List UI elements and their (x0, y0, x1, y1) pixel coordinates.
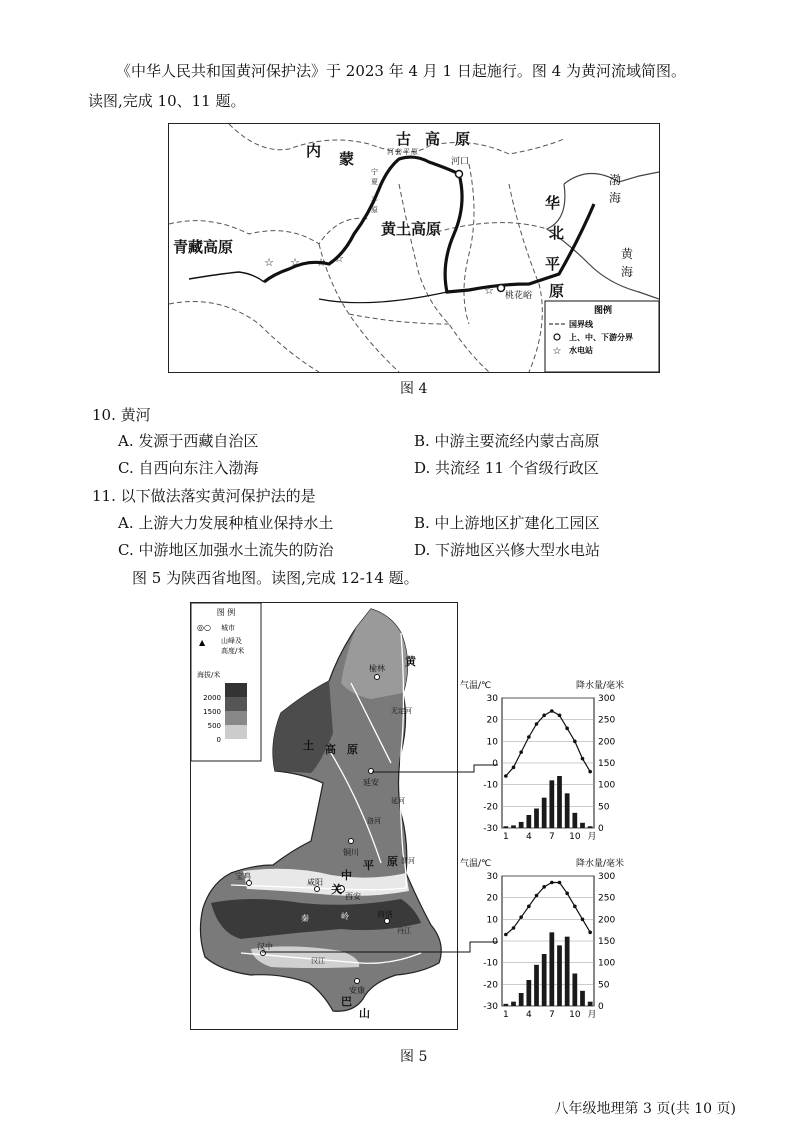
legend5-title: 图 例 (216, 608, 236, 617)
temp-point (535, 722, 539, 726)
temp-point (512, 926, 516, 930)
svg-text:☆: ☆ (290, 256, 300, 269)
q10-option-a[interactable]: A. 发源于西藏自治区 (118, 432, 259, 450)
q10-option-d[interactable]: D. 共流经 11 个省级行政区 (414, 459, 599, 477)
map4-caption: 图 4 (400, 381, 428, 397)
legend-station: 水电站 (569, 346, 593, 355)
legend5-peak: 山峰及 (221, 637, 242, 645)
precip-bar (588, 1002, 593, 1006)
temp-tick-label: 0 (492, 937, 498, 947)
river-wuding: 无定河 (391, 707, 412, 715)
precip-tick-label: 50 (598, 980, 610, 991)
temp-tick-label: 10 (486, 915, 498, 926)
q10-option-b[interactable]: B. 中游主要流经内蒙古高原 (414, 432, 600, 450)
legend5-peak2: 高度/米 (221, 647, 245, 655)
label-huangtu: 黄土高原 (381, 220, 442, 238)
temp-point (527, 905, 531, 909)
temp-line (506, 883, 590, 935)
precip-bar (526, 980, 531, 1006)
region-ba: 巴 (341, 995, 352, 1008)
precip-bar (572, 974, 577, 1007)
temp-point (542, 885, 546, 889)
precip-bar (511, 1002, 516, 1006)
label-huabei-4: 原 (549, 282, 565, 300)
temp-point (588, 770, 592, 774)
q11-option-b[interactable]: B. 中上游地区扩建化工园区 (414, 514, 600, 532)
label-ningxia-4: 原 (371, 206, 378, 214)
legend5-level-2000: 2000 (203, 694, 221, 702)
intro-line-1: 《中华人民共和国黄河保护法》于 2023 年 4 月 1 日起施行。图 4 为黄河流域简图。 (116, 62, 686, 80)
q10-stem: 10. 黄河 (92, 406, 151, 424)
temp-tick-label: 0 (492, 759, 498, 769)
temp-point (504, 933, 508, 937)
label-huanghai-2: 海 (621, 265, 634, 279)
legend5-peak-icon: ▲ (199, 638, 206, 647)
precip-tick-label: 200 (598, 737, 616, 748)
month-tick-label: 1 (502, 832, 509, 842)
precip-bar (503, 826, 508, 828)
precip-tick-label: 200 (598, 915, 616, 926)
label-neimeng-5: 原 (455, 130, 471, 148)
temp-tick-label: -30 (483, 824, 498, 834)
month-tick-label: 10 (569, 1010, 581, 1020)
temp-tick-label: 20 (486, 715, 498, 726)
label-hetao-2: 套 (395, 148, 402, 156)
label-hekou: 河口 (451, 157, 470, 167)
label-neimeng-3: 古 (396, 130, 412, 148)
precip-tick-label: 300 (598, 694, 616, 704)
label-huabei-3: 平 (545, 255, 561, 273)
precip-bar (542, 798, 547, 828)
temp-point (565, 892, 569, 896)
precip-bar (557, 776, 562, 828)
climate-chart-ankang (456, 852, 626, 1030)
precip-bar (542, 954, 547, 1006)
label-huanghai-1: 黄 (621, 247, 634, 261)
temp-point (519, 750, 523, 754)
axis-title-temp: 气温/℃ (460, 681, 492, 691)
precip-bar (549, 932, 554, 1006)
region-yuan: 原 (387, 855, 398, 868)
temp-point (573, 905, 577, 909)
svg-text:☆: ☆ (334, 252, 344, 265)
city-tongchuan: 铜川 (343, 848, 359, 857)
legend5-elev: 海拔/米 (197, 671, 221, 679)
temp-tick-label: 10 (486, 737, 498, 748)
precip-tick-label: 0 (598, 1002, 604, 1012)
month-tick-label: 10 (569, 832, 581, 842)
temp-tick-label: 20 (486, 893, 498, 904)
legend5-level-500: 500 (207, 722, 221, 730)
precip-tick-label: 50 (598, 802, 610, 813)
precip-tick-label: 250 (598, 893, 616, 904)
precip-bar (565, 793, 570, 828)
axis-title-precip: 降水量/毫米 (576, 859, 625, 869)
temp-line (506, 711, 590, 776)
region-ling: 岭 (341, 912, 349, 921)
region-ping: 平 (363, 859, 374, 872)
region-loess-4: 原 (347, 743, 358, 756)
legend5-level-0: 0 (216, 736, 221, 744)
q10-option-c[interactable]: C. 自西向东注入渤海 (118, 459, 259, 477)
precip-bar (588, 826, 593, 828)
precip-bar (565, 937, 570, 1006)
q11-option-d[interactable]: D. 下游地区兴修大型水电站 (414, 541, 601, 559)
city-yulin: 榆林 (369, 664, 385, 673)
river-wei: 渭河 (401, 857, 415, 865)
precip-tick-label: 100 (598, 958, 616, 969)
river-han: 汉江 (311, 957, 325, 965)
label-hetao-1: 河 (387, 148, 394, 156)
temp-point (558, 714, 562, 718)
label-neimeng-4: 高 (425, 130, 441, 148)
precip-bar (534, 809, 539, 829)
precip-tick-label: 0 (598, 824, 604, 834)
precip-tick-label: 300 (598, 872, 616, 882)
month-tick-label: 4 (525, 832, 532, 842)
precip-bar (534, 965, 539, 1006)
month-axis-label: 月 (587, 832, 597, 842)
svg-text:☆: ☆ (484, 284, 494, 297)
precip-bar (503, 1004, 508, 1006)
label-hetao-4: 原 (411, 148, 418, 156)
label-bohai-1: 渤 (609, 173, 622, 187)
precip-bar (549, 780, 554, 828)
legend5-city: 城市 (221, 624, 235, 632)
month-tick-label: 7 (548, 1010, 555, 1020)
label-taohuayu: 桃花峪 (505, 291, 533, 301)
legend-division: 上、中、下游分界 (569, 333, 633, 342)
temp-tick-label: -20 (483, 980, 498, 991)
city-baoji: 宝鸡 (235, 872, 251, 881)
city-xian: 西安 (345, 892, 361, 901)
precip-bar (519, 822, 524, 828)
temp-point (573, 740, 577, 744)
region-loess-2: 土 (303, 739, 314, 752)
axis-title-temp: 气温/℃ (460, 859, 492, 869)
temp-point (512, 766, 516, 770)
temp-point (542, 714, 546, 718)
river-dan: 丹江 (397, 927, 411, 935)
month-axis-label: 月 (587, 1010, 597, 1020)
label-neimeng-1: 内 (306, 142, 322, 160)
precip-tick-label: 150 (598, 759, 616, 769)
precip-bar (580, 823, 585, 828)
city-ankang: 安康 (349, 986, 365, 995)
q11-option-c[interactable]: C. 中游地区加强水土流失的防治 (118, 541, 334, 559)
temp-point (550, 709, 554, 713)
temp-point (535, 894, 539, 898)
temp-tick-label: 30 (486, 872, 498, 882)
map5-caption: 图 5 (400, 1049, 428, 1065)
label-ningxia-2: 夏 (371, 178, 378, 186)
temp-tick-label: 30 (486, 694, 498, 704)
temp-point (527, 735, 531, 739)
precip-bar (511, 825, 516, 828)
legend-title: 图例 (593, 306, 613, 316)
label-neimeng-2: 蒙 (339, 150, 355, 168)
precip-bar (572, 813, 577, 828)
q11-option-a[interactable]: A. 上游大力发展种植业保持水土 (118, 514, 334, 532)
city-yanan: 延安 (363, 778, 379, 787)
temp-point (581, 757, 585, 761)
label-huabei-1: 华 (545, 194, 561, 212)
label-bohai-2: 海 (609, 191, 622, 205)
temp-point (504, 774, 508, 778)
temp-point (550, 881, 554, 885)
precip-bar (526, 815, 531, 828)
precip-bar (580, 991, 585, 1006)
precip-tick-label: 250 (598, 715, 616, 726)
legend5-level-1500: 1500 (203, 708, 221, 716)
city-hanzhong: 汉中 (257, 942, 273, 951)
precip-tick-label: 150 (598, 937, 616, 947)
precip-bar (519, 993, 524, 1006)
legend-border: 国界线 (569, 320, 593, 329)
temp-tick-label: -10 (483, 780, 498, 791)
svg-text:☆: ☆ (316, 256, 326, 269)
month-tick-label: 7 (548, 832, 555, 842)
axis-title-precip: 降水量/毫米 (576, 681, 625, 691)
region-shan: 山 (359, 1007, 370, 1020)
legend-star-icon: ☆ (552, 346, 562, 357)
river-luo: 洛河 (367, 817, 381, 825)
city-xianyang: 咸阳 (307, 878, 323, 887)
intro-2: 图 5 为陕西省地图。读图,完成 12-14 题。 (132, 569, 419, 587)
temp-point (519, 915, 523, 919)
region-zhong: 中 (341, 869, 352, 882)
label-hetao-3: 平 (403, 148, 410, 156)
temp-point (565, 727, 569, 731)
svg-text:☆: ☆ (264, 256, 274, 269)
month-tick-label: 1 (502, 1010, 509, 1020)
region-guan: 关 (331, 883, 342, 896)
region-loess-3: 高 (325, 743, 336, 756)
temp-tick-label: -10 (483, 958, 498, 969)
intro-line-2: 读图,完成 10、11 题。 (88, 92, 246, 110)
label-ningxia-3: 平 (371, 196, 378, 204)
precip-bar (557, 945, 562, 1006)
temp-tick-label: -30 (483, 1002, 498, 1012)
legend5-city-icon: ◎○ (197, 623, 211, 632)
city-shangluo: 商洛 (377, 910, 393, 919)
climate-chart-yanan (456, 676, 626, 844)
label-ningxia-1: 宁 (371, 168, 378, 176)
temp-point (588, 931, 592, 935)
label-huabei-2: 北 (549, 224, 565, 242)
precip-tick-label: 100 (598, 780, 616, 791)
temp-point (558, 881, 562, 885)
river-yan: 延河 (391, 797, 405, 805)
temp-tick-label: -20 (483, 802, 498, 813)
page-footer: 八年级地理第 3 页(共 10 页) (554, 1101, 736, 1117)
month-tick-label: 4 (525, 1010, 532, 1020)
label-qingzang: 青藏高原 (173, 238, 234, 256)
q11-stem: 11. 以下做法落实黄河保护法的是 (92, 487, 316, 505)
region-qin: 秦 (301, 914, 309, 923)
region-huang-1: 黄 (405, 655, 416, 668)
temp-point (581, 918, 585, 922)
